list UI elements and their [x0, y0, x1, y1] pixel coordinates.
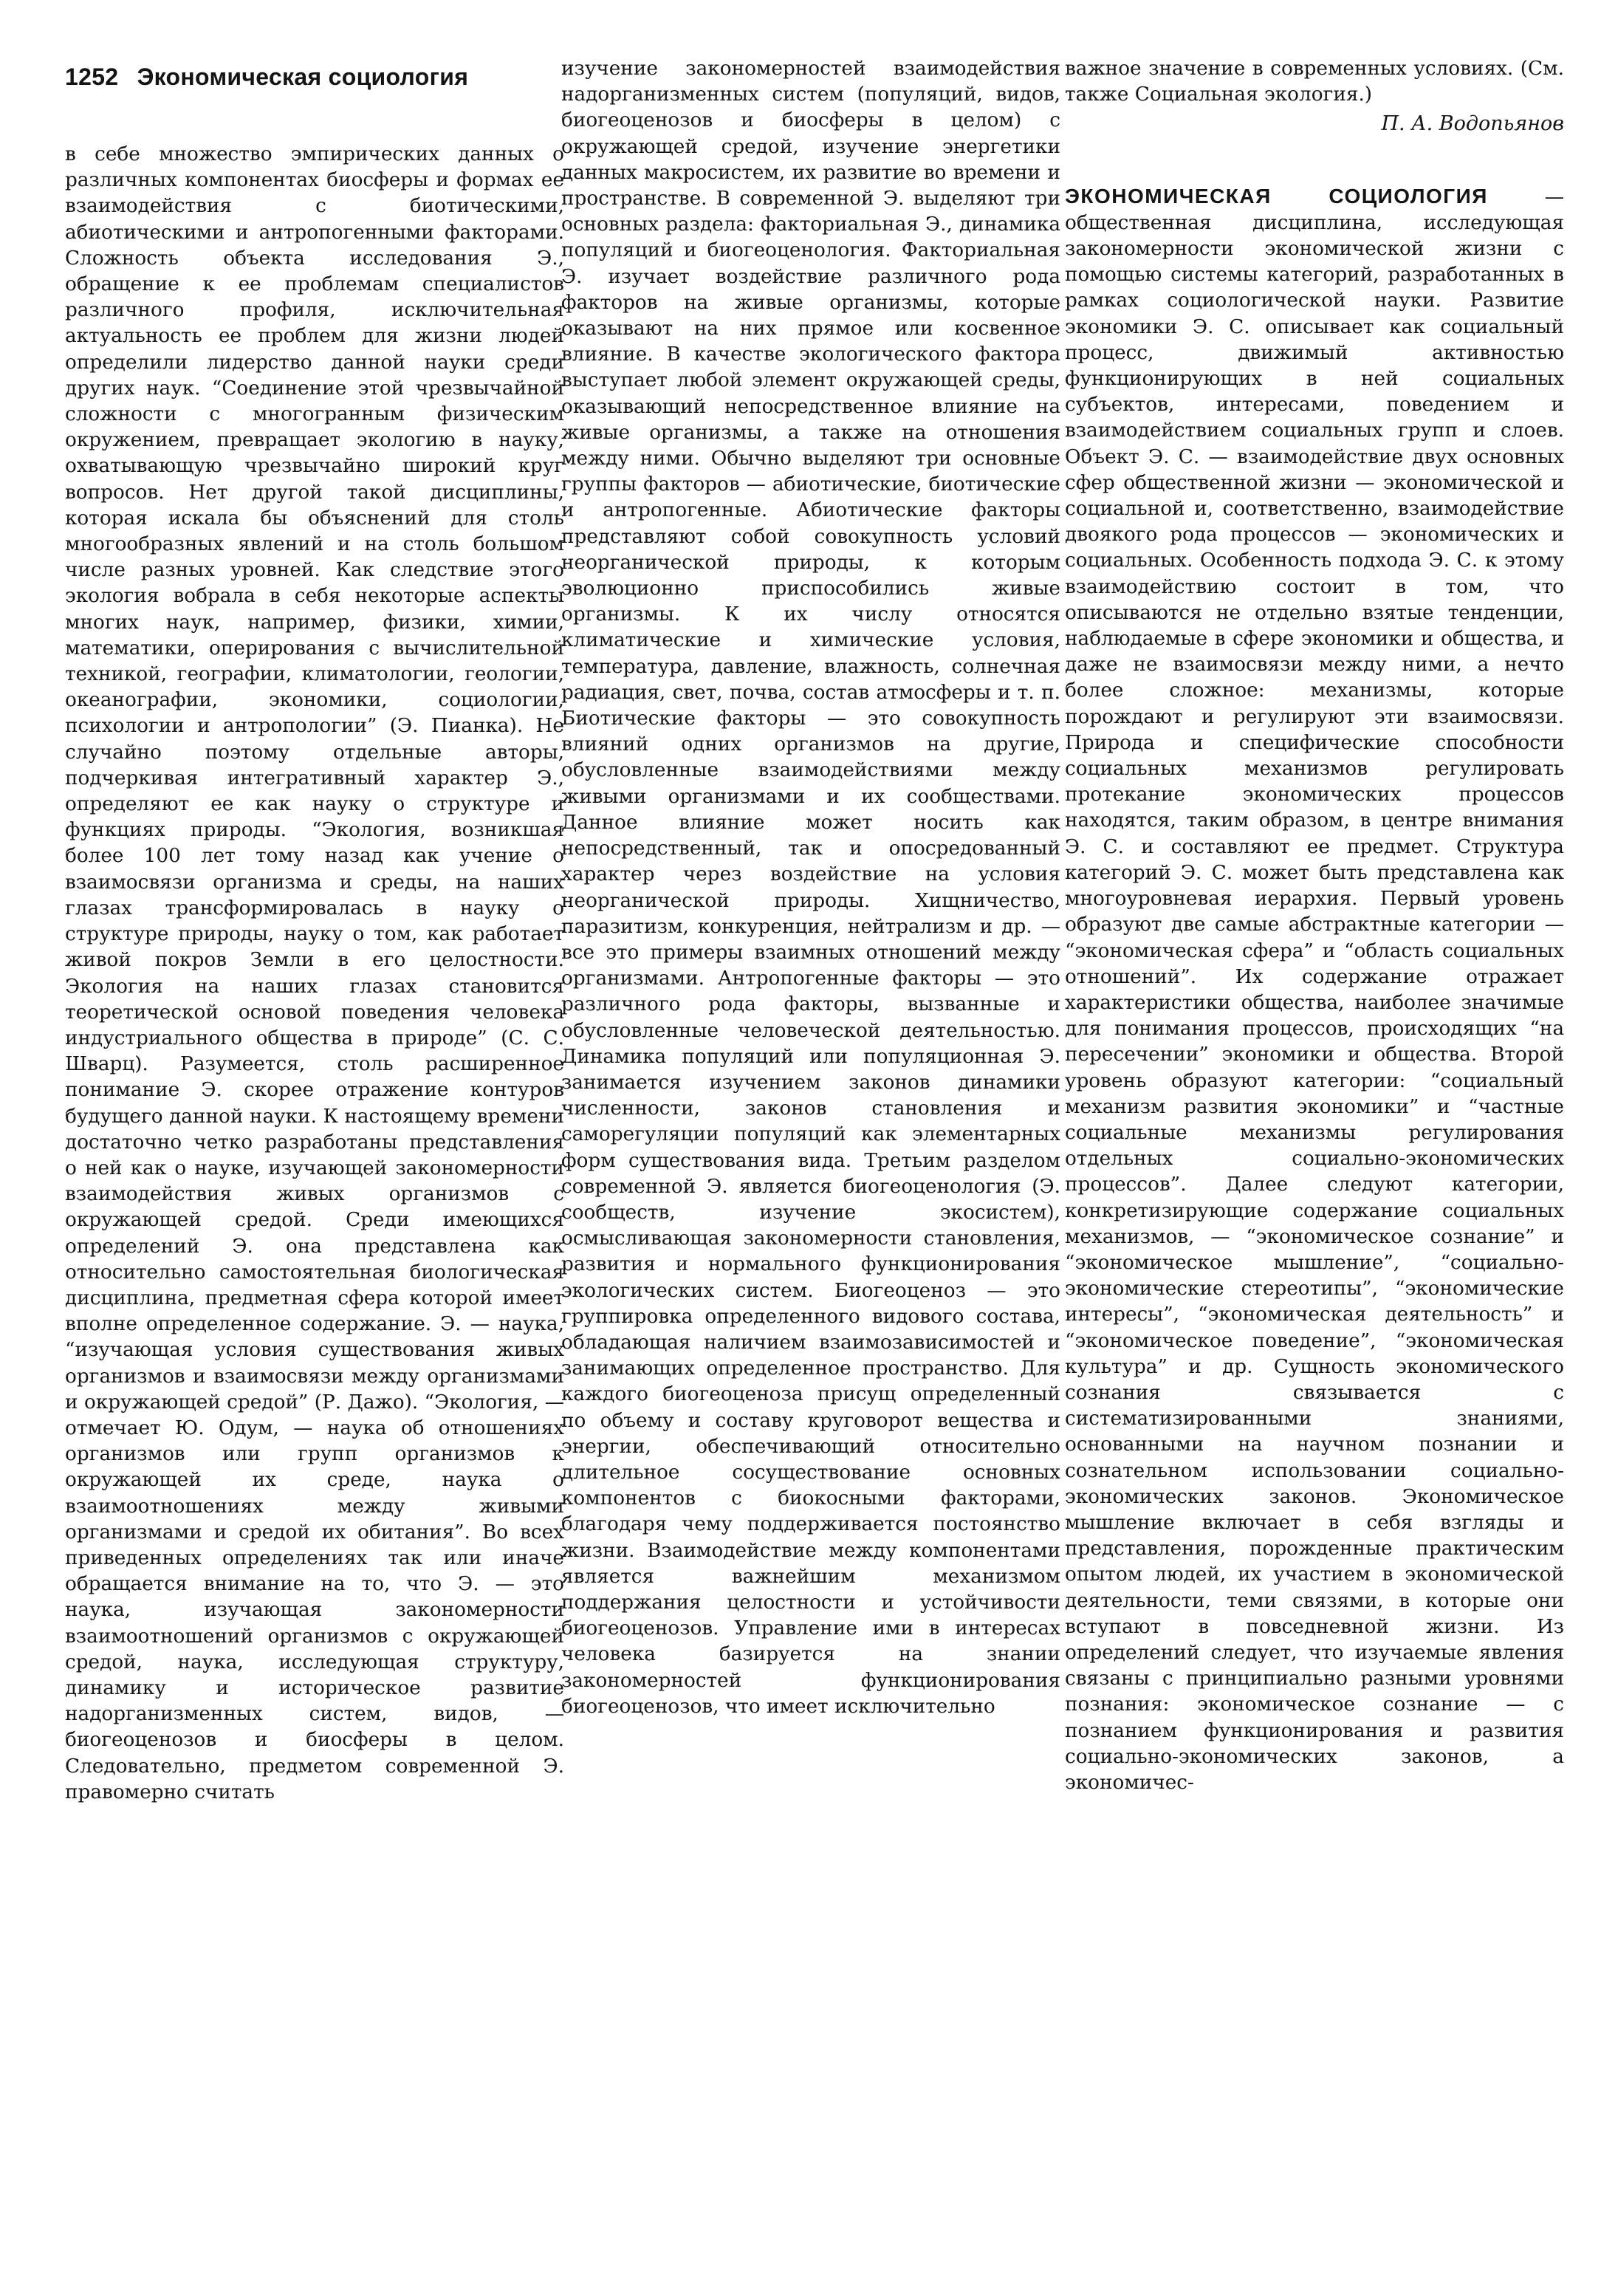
text-column-1	[65, 142, 564, 2266]
ecology-article-continuation: изучение закономерностей взаимодействия надорганизменных систем (популяций, видов, биогеоценозов и биосферы в целом) с окружающей средой, изучение энергетики данных макросистем, их развитие во времени и пространстве. В современной Э. выделяют три основных раздела: факториальная Э., динамика популяций и биогеоценология. Факториальная Э. изучает воздействие различного рода факторов на живые организмы, которые оказывают на них прямое или косвенное влияние. В качестве экологического фактора выступает любой элемент окружающей среды, оказывающий непосредственное влияние на живые организмы, а также на отношения между ними. Обычно выделяют три основные группы факторов — абиотические, биотические и антропогенные. Абиотические факторы представляют собой совокупность условий неорганической природы, к которым эволюционно приспособились живые организмы. К их числу относятся климатические и химические условия, температура, давление, влажность, солнечная радиация, свет, почва, состав атмосферы и т. п. Биотические факторы — это совокупность влияний одних организмов на другие, обусловленные взаимодействиями между живыми организмами и их сообществами. Данное влияние может носить как непосредственный, так и опосредованный характер через воздействие на условия неорганической природы. Хищничество, паразитизм, конкуренция, нейтрализм и др. — все это примеры взаимных отношений между организмами. Антропогенные факторы — это различного рода факторы, вызванные и обусловленные человеческой деятельностью. Динамика популяций или популяционная Э. занимается изучением законов динамики численности, законов становления и саморегуляции популяций как элементарных форм существования вида. Третьим разделом современной Э. является биогеоценология (Э. сообществ, изучение экосистем), осмысливающая закономерности становления, развития и нормального функционирования экологических систем. Биогеоценоз — это группировка определенного видового состава, обладающая наличием взаимозависимостей и занимающих определенное пространство. Для каждого биогеоценоза присущ определенный по объему и составу круговорот вещества и энергии, обеспечивающий относительно длительное сосуществование основных компонентов с биокосными факторами, благодаря чему поддерживается постоянство жизни. Взаимодействие между компонентами является важнейшим механизмом поддержания целостности и устойчивости биогеоценозов. Управление ими в интересах человека базируется на знании закономерностей функционирования биогеоценозов, что имеет исключительно	[561, 58, 1060, 1718]
text-column-2	[561, 56, 1060, 2266]
page-number: 1252	[65, 64, 119, 90]
running-head	[65, 64, 567, 91]
ecology-article-continuation: в себе множество эмпирических данных о различных компонентах биосферы и формах ее взаимодействия с биотическими, абиотическими и антропогенными факторами. Сложность объекта исследования Э., обращение к ее проблемам специалистов различного профиля, исключительная актуальность ее проблем для жизни людей определили лидерство данной науки среди других наук. “Соединение этой чрезвычайной сложности с многогранным физическим окружением, превращает экологию в науку, охватывающую чрезвычайно широкий круг вопросов. Нет другой такой дисциплины, которая искала бы объяснений для столь многообразных явлений и на столь большом числе разных уровней. Как следствие этого экология вобрала в себя некоторые аспекты многих наук, например, физики, химии, математики, оперирования с вычислительной техникой, географии, климатологии, геологии, океанографии, экономики, социологии, психологии и антропологии” (Э. Пианка). Не случайно поэтому отдельные авторы, подчеркивая интегративный характер Э., определяют ее как науку о структуре и функциях природы. “Экология, возникшая более 100 лет тому назад как учение о взаимосвязи организма и среды, на наших глазах трансформировалась в науку о структуре природы, науку о том, как работает живой покров Земли в его целостности. Экология на наших глазах становится теоретической основой поведения человека индустриального общества в природе” (С. С. Шварц). Разумеется, столь расширенное понимание Э. скорее отражение контуров будущего данной науки. К настоящему времени достаточно четко разработаны представления о ней как о науке, изучающей закономерности взаимодействия живых организмов с окружающей средой. Среди имеющихся определений Э. она представлена как относительно самостоятельная биологическая дисциплина, предметная сфера которой имеет вполне определенное содержание. Э. — наука, “изучающая условия существования живых организмов и взаимосвязи между организмами и окружающей средой” (Р. Дажо). “Экология, — отмечает Ю. Одум, — наука об отношениях организмов или групп организмов к окружающей их среде, наука о взаимоотношениях между живыми организмами и средой их обитания”. Во всех приведенных определениях так или иначе обращается внимание на то, что Э. — это наука, изучающая закономерности взаимоотношений организмов с окружающей средой, наука, исследующая структуру, динамику и историческое развитие надорганизменных систем, видов, — биогеоценозов и биосферы в целом. Следовательно, предметом современной Э. правомерно считать	[65, 143, 564, 1803]
text-column-3	[1065, 56, 1564, 2266]
article-author: П. А. Водопьянов	[1381, 112, 1564, 136]
article-body: — общественная дисциплина, исследующая закономерности экономической жизни с помощью системы категорий, разработанных в рамках социологической науки. Развитие экономики Э. С. описывает как социальный процесс, движимый активностью функционирующих в ней социальных субъектов, интересами, поведением и взаимодействием социальных групп и слоев. Объект Э. С. — взаимодействие двух основных сфер общественной жизни — экономической и социальной и, соответственно, взаимодействие двоякого рода процессов — экономических и социальных. Особенность подхода Э. С. к этому взаимодействию состоит в том, что описываются не отдельно взятые тенденции, наблюдаемые в сфере экономики и общества, и даже не взаимосвязи между ними, а нечто более сложное: механизмы, которые порождают и регулируют эти взаимосвязи. Природа и специфические способности социальных механизмов регулировать протекание экономических процессов находятся, таким образом, в центре внимания Э. С. и составляют ее предмет. Структура категорий Э. С. может быть представлена как многоуровневая иерархия. Первый уровень образуют две самые абстрактные категории — “экономическая сфера” и “область социальных отношений”. Их содержание отражает характеристики общества, наиболее значимые для понимания процессов, происходящих “на пересечении” экономики и общества. Второй уровень образуют категории: “социальный механизм развития экономики” и “частные социальные механизмы регулирования отдельных социально-экономических процессов”. Далее следуют категории, конкретизирующие содержание социальных механизмов, — “экономическое сознание” и “экономическое мышление”, “социально-экономические стереотипы”, “экономические интересы”, “экономическая деятельность” и “экономическое поведение”, “экономическая культура” и др. Сущность экономического сознания связывается с систематизированными знаниями, основанными на научном познании и сознательном использовании социально-экономических законов. Экономическое мышление включает в себя взгляды и представления, порожденные практическим опытом людей, их участием в экономической деятельности, теми связями, в которые они вступают в повседневной жизни. Из определений следует, что изучаемые явления связаны с принципиально разными уровнями познания: экономическое сознание — с познанием функционирования и развития социально-экономических законов, а экономичес-	[1065, 185, 1564, 1794]
ecology-article-ending: важное значение в современных условиях. (См. также Социальная экология.)	[1065, 58, 1564, 106]
section-title: Экономическая социология	[137, 64, 469, 90]
economic-sociology-article	[1065, 183, 1564, 1797]
article-headword: ЭКОНОМИЧЕСКАЯ СОЦИОЛОГИЯ	[1065, 184, 1488, 208]
article-separator	[1065, 137, 1564, 183]
